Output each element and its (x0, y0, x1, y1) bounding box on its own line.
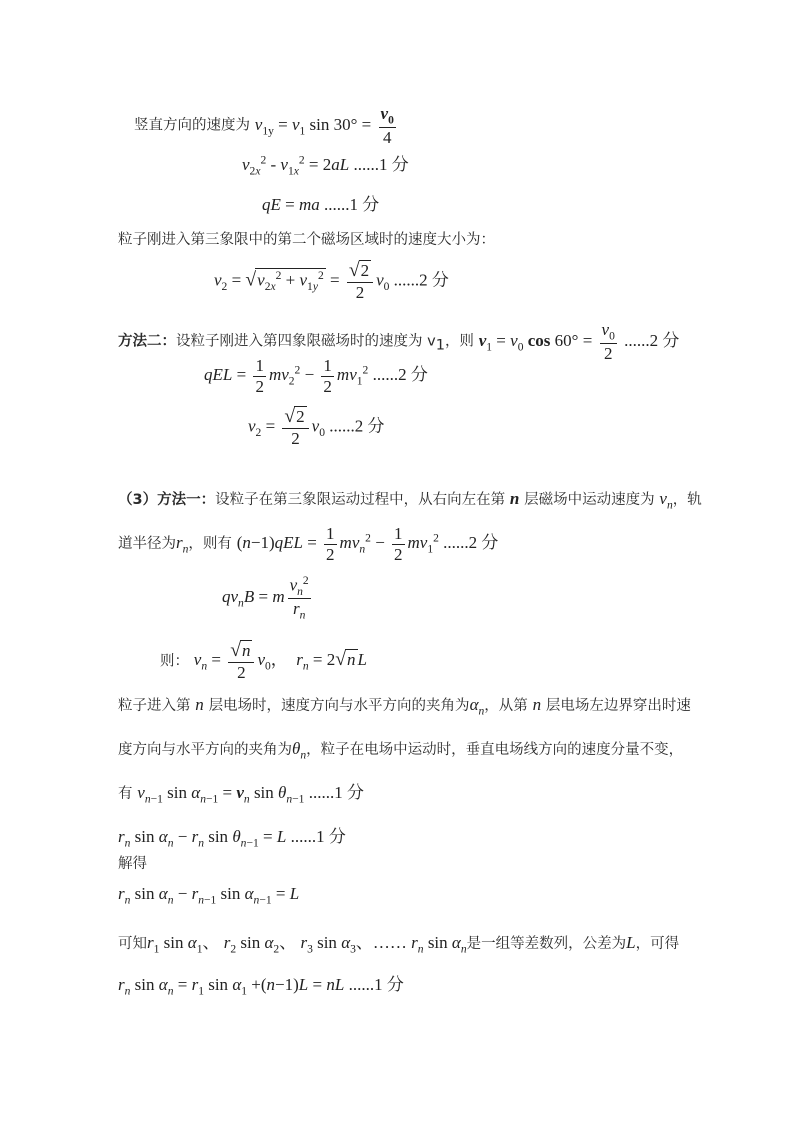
line-vertical-velocity (134, 104, 399, 147)
formula-kinematics: $v_{2x}^2 - v_{1x}^2 = 2aL$ ......1 分 (242, 153, 409, 178)
formula-force: qE = ma ......1 分 (262, 195, 380, 214)
result-line (160, 640, 367, 683)
text: 则： (160, 653, 189, 670)
text: 是一组等差数列，公差为 (466, 936, 627, 952)
score: ......1 分 (324, 195, 380, 214)
text: 层电场左边界穿出时速 (545, 698, 691, 714)
formula: $r_1$ $\sin \alpha_1$、 $r_2$ $\sin \alpha_2$、 $r_3$ $\sin \alpha_3$、…… $r_n$ $\sin \alpha_n$ (147, 933, 467, 956)
text: ，则 (444, 333, 474, 350)
score: ......1 分 (290, 827, 346, 846)
score: ......1 分 (308, 783, 364, 802)
formula-v2-result: $v_2$ = $\frac{√2}{2}$ $v_0$ ......2 分 (248, 406, 385, 449)
text: 设粒子在第三象限运动过程中，从右向左在第 (215, 492, 506, 508)
score: ......2 分 (393, 270, 449, 290)
text: ，粒子在电场中运动时，垂直电场线方向的速度分量不变， (306, 742, 684, 758)
var-theta-n: $\theta_n$ (292, 739, 307, 762)
text: 道半径为 (118, 535, 176, 552)
var-n: n (509, 489, 520, 508)
text: ，可得 (635, 936, 680, 952)
radius-line (118, 524, 498, 564)
text: ，轨 (672, 492, 702, 508)
score: ......2 分 (372, 364, 428, 384)
var-alpha-n: $\alpha_n$ (469, 695, 485, 718)
text: ，则有 (188, 535, 232, 552)
text-second-region: 粒子刚进入第三象限中的第二个磁场区域时的速度大小为： (118, 232, 495, 248)
score: ......1 分 (348, 975, 404, 994)
text: 设粒子刚进入第四象限磁场时的速度为 v (176, 333, 436, 350)
formula: $v_n$ = $\frac{√n}{2}$ $v_0$， $r_n = 2√n$ L (193, 640, 367, 683)
text: 度方向与水平方向的夹角为 (118, 742, 292, 758)
formula: $v_{1y} = v_1$ sin 30° = $\frac{v_0}{4}$ (254, 104, 394, 147)
text: 粒子进入第 (118, 698, 191, 714)
text-solve: 解得 (118, 856, 147, 872)
score: ......2 分 (329, 416, 385, 436)
formula: $v_1 = v_0$ cos 60° = $\frac{v_0}{2}$ ......2 分 (478, 320, 680, 363)
method-label: （3）方法一： (118, 492, 216, 508)
var-rn: $r_n$ (176, 532, 189, 556)
score: ......2 分 (443, 532, 499, 552)
formula-lorentz: $qv_nB = m$ $\frac{v_n^2}{r_n}$ (222, 574, 309, 622)
text: 层电场时，速度方向与水平方向的夹角为 (208, 698, 470, 714)
part-three-line (118, 488, 702, 511)
arithmetic-sequence-line: 可知$r_1$ $\sin \alpha_1$、 $r_2$ $\sin \alpha_2$、 $r_3$ $\sin \alpha_3$、…… $r_n$ $\sin \alpha_n$是一组等差数列，公差为L，可得 (118, 933, 680, 956)
formula-energy: qEL = $\frac{1}{2}$ $mv_2^2$ − $\frac{1}{2}$ $mv_1^2$ ......2 分 (204, 356, 428, 396)
formula-final: $r_n$ $\sin \alpha_n = r_1$ $\sin \alpha_1 +(n-1)L$ = nL ......1 分 (118, 975, 404, 998)
method-label: 方法二： (118, 333, 176, 350)
formula: $v_{n-1}$ $\sin \alpha_{n-1} = v_n$ $\sin \theta_{n-1}$ ......1 分 (137, 783, 364, 806)
text: 竖直方向的速度为 (134, 117, 250, 134)
angle-line-1: 粒子进入第 n 层电场时，速度方向与水平方向的夹角为$\alpha_n$，从第 n 层电场左边界穿出时速 (118, 695, 691, 718)
angle-line-2 (118, 738, 683, 761)
formula: (n−1)qEL = $\frac{1}{2}$ $mv_n^2$ − $\frac{1}{2}$ $mv_1^2$ ......2 分 (236, 524, 499, 564)
formula-geometry: $r_n$ $\sin \alpha_n - r_n$ $\sin \theta_{n-1} = L$ ......1 分 (118, 827, 346, 850)
text: 有 (118, 786, 133, 802)
conservation-line (118, 778, 364, 805)
text: 层磁场中运动速度为 (524, 492, 655, 508)
score: ......2 分 (624, 330, 680, 350)
subscript: 1 (435, 337, 445, 354)
formula-v2: $v_2 = √v_{2x}^2 + v_{1y}^2$ = $\frac{√2}{2}$ $v_0$ ......2 分 (214, 260, 449, 303)
score: ......1 分 (353, 155, 409, 174)
text: 可知 (118, 936, 147, 952)
var-vn: $v_n$ (659, 489, 673, 512)
formula-recurrence: $r_n$ $\sin \alpha_n - r_{n-1}$ $\sin \alpha_{n-1} = L$ (118, 884, 300, 907)
text: ，从第 (484, 698, 528, 714)
